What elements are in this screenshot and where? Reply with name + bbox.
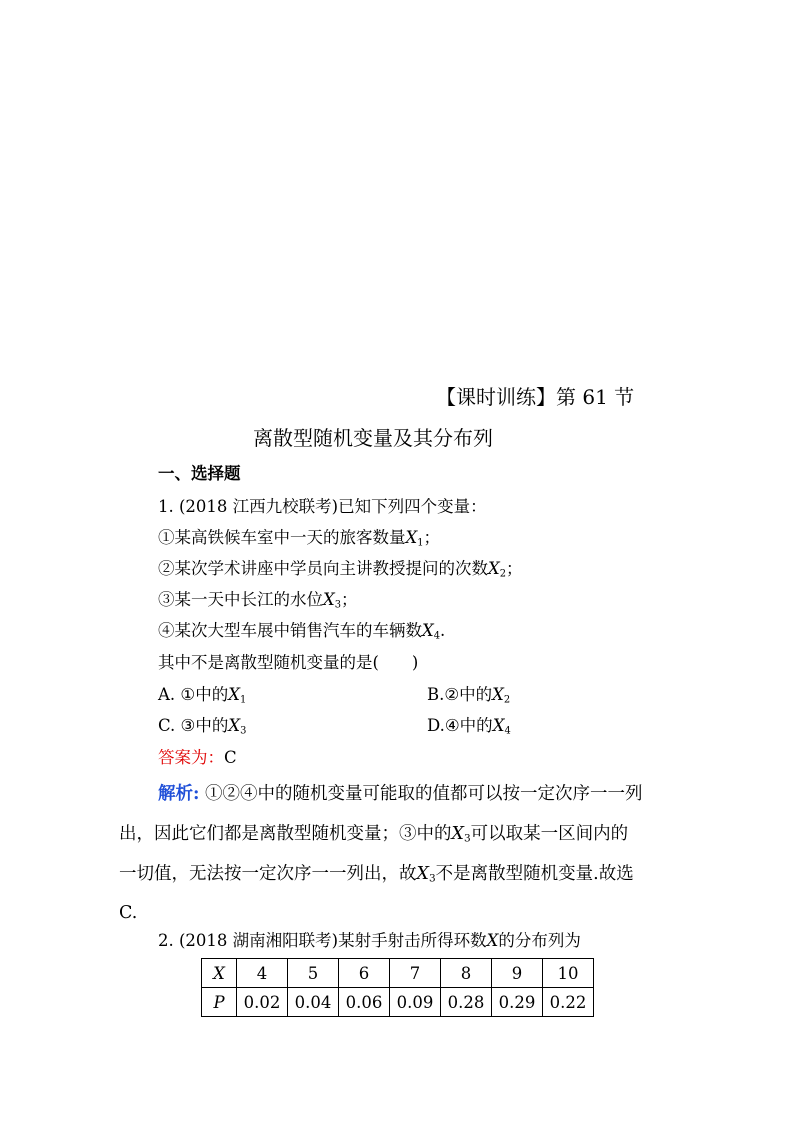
q1-option-a: A. ①中的$X_1$ bbox=[158, 685, 247, 706]
table-cell: 6 bbox=[339, 959, 390, 988]
q2-stem: 2. (2018 湖南湘阳联考)某射手射击所得环数X的分布列为 bbox=[158, 931, 581, 950]
q1-item-4: ④某次大型车展中销售汽车的车辆数$X_4$. bbox=[158, 621, 446, 642]
answer-label: 答案为： bbox=[158, 748, 224, 767]
q1-explanation-line-2: 出，因此它们都是离散型随机变量；③中的$X_3$可以取某一区间内的 bbox=[119, 824, 629, 845]
page-title: 离散型随机变量及其分布列 bbox=[253, 426, 493, 450]
table-row bbox=[202, 988, 594, 1017]
q1-prompt: 其中不是离散型随机变量的是( ) bbox=[158, 653, 419, 672]
row-label-p: P bbox=[202, 988, 237, 1017]
q1-option-b: B.②中的$X_2$ bbox=[427, 685, 511, 706]
table-cell: 0.06 bbox=[339, 988, 390, 1017]
lesson-title: 【课时训练】第 61 节 bbox=[436, 385, 635, 409]
table-cell: 0.22 bbox=[543, 988, 594, 1017]
table-cell: 0.09 bbox=[390, 988, 441, 1017]
q1-option-c: C. ③中的$X_3$ bbox=[158, 716, 247, 737]
answer-value: C bbox=[224, 748, 237, 767]
table-cell: 9 bbox=[492, 959, 543, 988]
table-cell: 0.04 bbox=[288, 988, 339, 1017]
table-cell: 0.02 bbox=[237, 988, 288, 1017]
q1-answer bbox=[158, 747, 237, 769]
distribution-table bbox=[201, 958, 594, 1017]
table-cell: 0.28 bbox=[441, 988, 492, 1017]
q1-explanation-line-3: 一切值，无法按一定次序一一列出，故$X_3$不是离散型随机变量.故选 bbox=[119, 864, 634, 885]
table-cell: 8 bbox=[441, 959, 492, 988]
explanation-label: 解析: bbox=[158, 784, 200, 804]
q1-explanation-line-4: C. bbox=[119, 903, 138, 923]
table-cell: 10 bbox=[543, 959, 594, 988]
section-heading: 一、选择题 bbox=[158, 464, 241, 483]
q1-stem: 1. (2018 江西九校联考)已知下列四个变量： bbox=[158, 497, 487, 516]
table-cell: 7 bbox=[390, 959, 441, 988]
table-cell: 5 bbox=[288, 959, 339, 988]
table-cell: 4 bbox=[237, 959, 288, 988]
q1-explanation-line-1: 解析: ①②④中的随机变量可能取的值都可以按一定次序一一列 bbox=[158, 784, 643, 804]
q1-option-d: D.④中的$X_4$ bbox=[427, 716, 511, 737]
table-row bbox=[202, 959, 594, 988]
q1-item-2: ②某次学术讲座中学员向主讲教授提问的次数$X_2$； bbox=[158, 559, 523, 580]
table-cell: 0.29 bbox=[492, 988, 543, 1017]
q1-item-3: ③某一天中长江的水位$X_3$； bbox=[158, 590, 358, 611]
row-label-x: X bbox=[202, 959, 237, 988]
q1-item-1: ①某高铁候车室中一天的旅客数量$X_1$； bbox=[158, 528, 441, 549]
